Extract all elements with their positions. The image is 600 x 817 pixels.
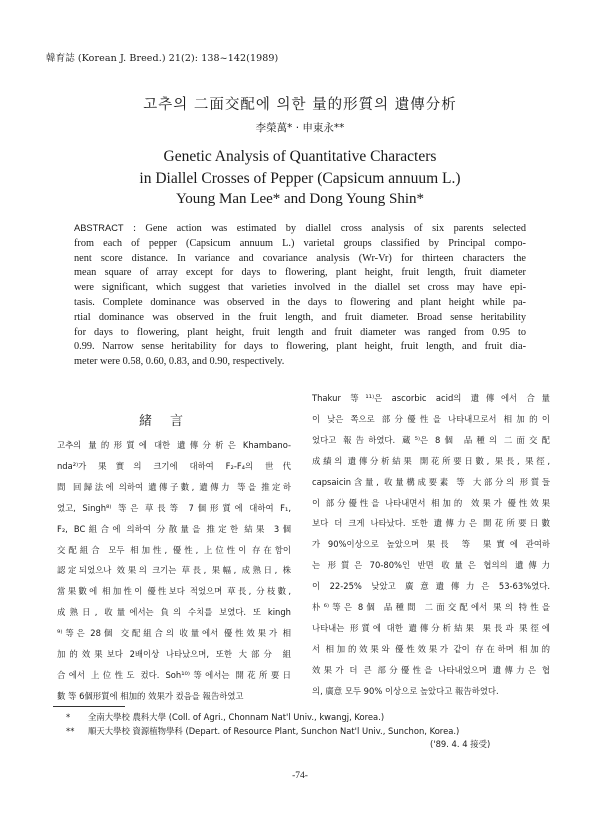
title-english: [0, 146, 600, 190]
footnote-mark: **: [66, 725, 75, 736]
body-line: 었다고 報告하였다. 蔵⁵⁾은 8個 品種의 二面交配: [312, 434, 550, 445]
body-line: 效果가 더 큰 部分優性을 나타내었으며 遺傳力은 협: [312, 664, 550, 675]
abstract-line: 0.99. Narrow sense heritability for days to flowering, plant height, fruit length, and fruit dia-: [74, 341, 526, 353]
body-line: nda²⁾가 果實의 크기에 대하여 F₂-F₄의 世代: [57, 460, 291, 471]
body-line: 는 形質은 70-80%인 반면 收量은 협의의 遺傳力: [312, 560, 550, 571]
journal-citation: 韓育誌 (Korean J. Breed.) 21(2): 138~142(1989): [46, 53, 279, 64]
body-line: 이 部分優性을 나타내면서 相加的 效果가 優性效果: [312, 497, 550, 508]
abstract-line: tasis. Complete dominance was observed in the days to flowering and plant height while pa-: [74, 296, 526, 308]
body-line: 成績의 遺傳分析結果 開花所要日數, 果長, 果徑,: [312, 455, 550, 466]
body-line: 의, 廣意 모두 90% 이상으로 높았다고 報告하였다.: [312, 685, 499, 696]
body-line: 고추의 量的形質에 대한 遺傳分析은 Khambano-: [57, 440, 291, 450]
received-date: ('89. 4. 4 接受): [430, 739, 491, 749]
abstract-line: nent score distance. In variance and covariance analysis (Wr-Vr) for thirteen characters the: [74, 252, 526, 264]
abstract: [74, 221, 526, 370]
body-line: 交配組合 모두 相加性, 優性, 上位性이 存在함이: [57, 544, 291, 555]
body-line: capsaicin含量, 收量構成要素 等 大部分의 形質들: [312, 476, 550, 487]
abstract-line: [74, 221, 526, 237]
body-line: 서 相加的效果와 優性效果가 같이 存在하며 相加的: [312, 643, 550, 654]
body-line: 가 90%이상으로 높았으며 果長 等 果實에 관여하: [312, 539, 550, 550]
page-number: -74-: [292, 771, 308, 781]
footnote-text: 全南大學校 農科大學 (Coll. of Agri., Chonnam Nat'l Univ., kwangj, Korea.): [88, 712, 385, 722]
title-english-line: in Diallel Crosses of Pepper (Capsicum annuum L.): [139, 170, 461, 187]
body-line: 成熟日, 收量에서는 負의 수치를 보였다. 또 kingh: [57, 607, 291, 618]
body-column-right: [312, 388, 550, 702]
body-line: 였고, Singh⁸⁾ 等은 草長等 7個形質에 대하여 F₁,: [57, 502, 291, 513]
body-line: 數 等 6個形質에 相加的 效果가 컸음을 報告하였고: [57, 690, 244, 701]
body-line: F₂, BC組合에 의하여 分散量을 推定한 結果 3個: [57, 523, 291, 534]
abstract-line: were significant, which suggest that varieties involved in the diallel set cross may have epi-: [74, 282, 526, 294]
body-line: Thakur 等¹¹⁾은 ascorbic acid의 遺傳에서 合量: [312, 393, 550, 403]
title-english-line: Genetic Analysis of Quantitative Characters: [163, 148, 437, 165]
body-line: 朴⁶⁾等은 8個 品種間 二面交配에서 果의 特性을: [312, 602, 550, 613]
body-line: 보다 더 크게 나타났다. 또한 遺傳力은 開花所要日數: [312, 518, 550, 529]
authors-korean: 李榮萬* · 申東永**: [255, 122, 345, 134]
authors-english: Young Man Lee* and Dong Young Shin*: [175, 191, 425, 207]
section-heading: 緒言: [138, 414, 201, 429]
abstract-line: for days to flowering, plant height, fruit length and fruit diameter was ranged from 0.95 to: [74, 326, 526, 338]
body-line: 合에서 上位性도 컸다. Soh¹⁰⁾等에서는 開花所要日: [57, 669, 291, 680]
body-line: ⁹⁾等은 28個 交配組合의 收量에서 優性效果가 相: [57, 628, 291, 639]
footnote-text: 順天大學校 資源植物學科 (Depart. of Resource Plant, Sunchon Nat'l Univ., Sunchon, Korea.): [88, 725, 460, 736]
abstract-line: rtial dominance was observed in the fruit length, and fruit diameter. Broad sense heritability: [74, 311, 526, 323]
footnotes: [66, 711, 459, 738]
abstract-text: : Gene action was estimated by diallel cross analysis of six parents selected: [123, 223, 526, 234]
body-line: 認定되었으나 效果의 크기는 草長, 果幅, 成熟日, 株: [57, 565, 291, 576]
footnote-affiliation: [66, 725, 459, 739]
footnote-mark: *: [66, 712, 71, 722]
body-line: 間 回歸法에 의하여 遺傳子數, 遺傳力 等을 推定하: [57, 481, 291, 492]
abstract-label: ABSTRACT: [74, 223, 124, 233]
body-line: 當果數에 相加性이 優性보다 적었으며 草長, 分枝數,: [57, 586, 291, 597]
body-line: 加的效果보다 2배이상 나타났으며, 또한 大部分 組: [57, 649, 291, 660]
abstract-line: mean square of array except for days to flowering, plant height, fruit length, fruit diameter: [74, 267, 526, 279]
footnote-rule: [53, 706, 125, 707]
footnote-affiliation: [66, 711, 459, 725]
abstract-line: from each of pepper (Capsicum annuum L.) varietal groups classified by Principal compo-: [74, 237, 526, 249]
body-line: 이 22-25% 낮았고 廣意遺傳力은 53-63%였다.: [312, 581, 550, 592]
body-line: 나타내는 形質에 대한 遺傳分析結果 果長과 果徑에: [312, 622, 550, 633]
abstract-line: meter were 0.58, 0.60, 0.83, and 0.90, respectively.: [74, 356, 285, 368]
title-korean: 고추의 二面交配에 의한 量的形質의 遺傳分析: [143, 97, 457, 113]
body-column-left: [57, 435, 291, 707]
body-line: 이 낮은 쪽으로 部分優性을 나타내므로서 相加的이: [312, 413, 550, 424]
